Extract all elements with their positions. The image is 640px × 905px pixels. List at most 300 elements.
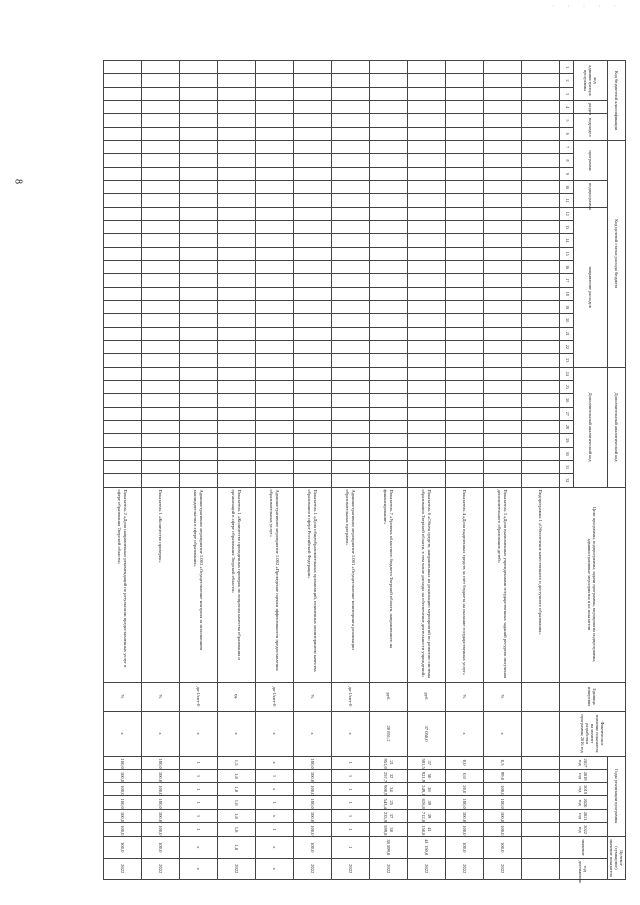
code-digit-cell (217, 327, 255, 340)
code-digit-cell (445, 180, 483, 193)
code-digit-cell (483, 220, 521, 233)
code-digit-cell (331, 407, 369, 420)
column-number: 20 (559, 314, 573, 327)
column-number: 4 (559, 100, 573, 113)
code-digit-cell (141, 340, 179, 353)
row-year-value: 1,5 (217, 756, 255, 769)
code-digit-cell (483, 114, 521, 127)
row-year-value: 100,0 (103, 823, 141, 837)
code-digit-cell (407, 220, 445, 233)
column-number: 31 (559, 460, 573, 473)
code-digit-cell (331, 74, 369, 87)
row-name: Показатель 7 «Уровень областного бюджета Тверской области, направленного на финансирование» (369, 487, 407, 682)
row-target-year: 2022 (103, 858, 141, 880)
row-year-value: 99,0 (483, 769, 521, 782)
row-year-value: 21 951,0 (369, 756, 407, 769)
code-digit-cell (369, 207, 407, 220)
code-digit-cell (141, 127, 179, 140)
column-number: 3 (559, 87, 573, 100)
code-digit-cell (179, 420, 217, 433)
code-digit-cell (331, 287, 369, 300)
code-digit-cell (293, 447, 331, 460)
code-digit-cell (407, 380, 445, 393)
row-year-value: 100,0 (483, 796, 521, 809)
row-year-value: 0,0 (445, 756, 483, 769)
code-digit-cell (331, 274, 369, 287)
row-target-year: 2022 (483, 858, 521, 880)
code-digit-cell (483, 447, 521, 460)
row-target-value: 41 150,8 (407, 837, 445, 859)
header-extra-group: Дополнительный аналитический код (607, 367, 625, 487)
code-digit-cell (141, 314, 179, 327)
row-target-year: 2022 (141, 858, 179, 880)
row-target-value: 100,0 (445, 837, 483, 859)
code-digit-cell (521, 380, 559, 393)
code-digit-cell (255, 447, 293, 460)
code-digit-cell (331, 247, 369, 260)
header-admin: код администратора программы (573, 61, 607, 101)
code-digit-cell (369, 420, 407, 433)
table-row (483, 61, 521, 880)
code-digit-cell (255, 260, 293, 273)
code-digit-cell (445, 367, 483, 380)
code-digit-cell (445, 207, 483, 220)
code-digit-cell (369, 474, 407, 487)
row-target-year: х (179, 858, 217, 880)
code-digit-cell (521, 327, 559, 340)
code-digit-cell (141, 247, 179, 260)
code-digit-cell (179, 300, 217, 313)
code-digit-cell (445, 114, 483, 127)
row-year-value: 1 (179, 769, 217, 782)
code-digit-cell (179, 340, 217, 353)
code-digit-cell (331, 420, 369, 433)
column-number: 26 (559, 394, 573, 407)
row-year-value: 100,0 (141, 769, 179, 782)
code-digit-cell (445, 87, 483, 100)
table-row (103, 61, 141, 880)
row-name: Административное мероприятие 1.002 «Проведение оценки эффективности предоставления образовательных услуг» (255, 487, 293, 682)
code-digit-cell (141, 380, 179, 393)
code-digit-cell (293, 367, 331, 380)
row-name: Показатель 4 «Доля выделенных средств за счёт бюджета на оказание государственных услуг» (445, 487, 483, 682)
table-body (103, 61, 559, 880)
code-digit-cell (445, 220, 483, 233)
code-digit-cell (217, 154, 255, 167)
row-year-value: 100,0 (445, 823, 483, 837)
code-digit-cell (521, 287, 559, 300)
code-digit-cell (217, 420, 255, 433)
code-digit-cell (141, 420, 179, 433)
header-year-2017: 2017 год (559, 756, 607, 769)
code-digit-cell (407, 314, 445, 327)
code-digit-cell (103, 354, 141, 367)
table-row (331, 61, 369, 880)
table-row (293, 61, 331, 880)
code-digit-cell (369, 327, 407, 340)
code-digit-cell (103, 180, 141, 193)
header-name: Цели программы, подпрограммы, задачи программы, мероприятия подпрограммы, административные мероприятия и их показатели (559, 487, 625, 682)
row-year-value: 1 (331, 769, 369, 782)
row-year-value: 37 235,9 (369, 809, 407, 822)
row-year-value: 1 (331, 756, 369, 769)
code-digit-cell (445, 474, 483, 487)
code-digit-cell (103, 367, 141, 380)
code-digit-cell (103, 394, 141, 407)
code-digit-cell (179, 460, 217, 473)
code-digit-cell (103, 87, 141, 100)
code-digit-cell (293, 420, 331, 433)
code-digit-cell (407, 114, 445, 127)
column-number: 14 (559, 234, 573, 247)
document-sheet (16, 60, 626, 883)
code-digit-cell (255, 180, 293, 193)
code-digit-cell (369, 407, 407, 420)
code-digit-cell (141, 207, 179, 220)
code-digit-cell (369, 194, 407, 207)
header-target-value: значение (559, 837, 607, 859)
row-fact: 20 851,2 (369, 711, 407, 756)
row-year-value: 100,0 (293, 823, 331, 837)
code-digit-cell (179, 207, 217, 220)
code-digit-cell (521, 87, 559, 100)
code-digit-cell (483, 140, 521, 153)
code-digit-cell (369, 61, 407, 74)
row-year-value: 100,0 (293, 769, 331, 782)
row-name: Показатель 1 «Доля общеобразовательных организаций, охваченных мониторингом качества образования в сфере Российской Федерации» (293, 487, 331, 682)
code-digit-cell (217, 194, 255, 207)
code-digit-cell (445, 247, 483, 260)
code-digit-cell (331, 354, 369, 367)
row-year-value: 100,0 (141, 823, 179, 837)
code-digit-cell (255, 127, 293, 140)
row-fact: х (445, 711, 483, 756)
row-unit: % (445, 682, 483, 711)
code-digit-cell (217, 300, 255, 313)
row-year-value: 1 (179, 796, 217, 809)
code-digit-cell (217, 87, 255, 100)
code-digit-cell (141, 300, 179, 313)
code-digit-cell (369, 220, 407, 233)
code-digit-cell (483, 340, 521, 353)
code-digit-cell (407, 407, 445, 420)
code-digit-cell (369, 154, 407, 167)
row-name: Показатель 1 «Количество проверок» (141, 487, 179, 682)
row-fact: х (141, 711, 179, 756)
code-digit-cell (407, 194, 445, 207)
code-digit-cell (521, 74, 559, 87)
code-digit-cell (521, 207, 559, 220)
code-digit-cell (179, 394, 217, 407)
code-digit-cell (483, 300, 521, 313)
code-digit-cell (179, 167, 217, 180)
row-fact: х (103, 711, 141, 756)
code-digit-cell (255, 140, 293, 153)
code-digit-cell (521, 100, 559, 113)
code-digit-cell (369, 74, 407, 87)
header-year-2022: 2022 год (559, 823, 607, 837)
row-year-value: 1,8 (217, 809, 255, 822)
column-number: 29 (559, 434, 573, 447)
code-digit-cell (103, 460, 141, 473)
row-year-value: 100,0 (293, 783, 331, 796)
code-digit-cell (521, 460, 559, 473)
code-digit-cell (407, 420, 445, 433)
code-digit-cell (369, 87, 407, 100)
code-digit-cell (217, 247, 255, 260)
code-digit-cell (521, 420, 559, 433)
code-digit-cell (331, 447, 369, 460)
row-year-value: 100,0 (103, 796, 141, 809)
code-digit-cell (369, 247, 407, 260)
row-year-value: 100,0 (483, 783, 521, 796)
table-row (255, 61, 293, 880)
row-target-year: 2022 (407, 858, 445, 880)
code-digit-cell (141, 234, 179, 247)
code-digit-cell (407, 61, 445, 74)
code-digit-cell (369, 447, 407, 460)
code-digit-cell (179, 87, 217, 100)
code-digit-cell (407, 127, 445, 140)
header-years: Годы реализации программы (607, 756, 625, 837)
code-digit-cell (141, 327, 179, 340)
code-digit-cell (103, 247, 141, 260)
table-row (369, 61, 407, 880)
code-digit-cell (331, 260, 369, 273)
code-digit-cell (255, 154, 293, 167)
code-digit-cell (521, 354, 559, 367)
column-number: 13 (559, 220, 573, 233)
code-digit-cell (331, 61, 369, 74)
code-digit-cell (331, 327, 369, 340)
code-digit-cell (255, 100, 293, 113)
code-digit-cell (445, 380, 483, 393)
header-fact: Фактическое значение показателя на момент разработки программы 2016 год (559, 711, 625, 756)
code-digit-cell (293, 327, 331, 340)
code-digit-cell (217, 287, 255, 300)
code-digit-cell (445, 460, 483, 473)
code-digit-cell (103, 340, 141, 353)
row-unit: да-1/нет-0 (255, 682, 293, 711)
code-digit-cell (293, 100, 331, 113)
code-digit-cell (369, 234, 407, 247)
code-digit-cell (255, 394, 293, 407)
column-number: 6 (559, 127, 573, 140)
row-year-value (521, 756, 559, 769)
code-digit-cell (445, 61, 483, 74)
code-digit-cell (179, 114, 217, 127)
row-year-value: 1,8 (217, 823, 255, 837)
code-digit-cell (407, 234, 445, 247)
code-digit-cell (521, 260, 559, 273)
code-digit-cell (369, 274, 407, 287)
code-digit-cell (483, 407, 521, 420)
code-digit-cell (521, 114, 559, 127)
code-digit-cell (521, 394, 559, 407)
row-target-value: х (255, 837, 293, 859)
code-digit-cell (293, 87, 331, 100)
code-digit-cell (369, 340, 407, 353)
row-year-value: 39 826,8 (407, 796, 445, 809)
code-digit-cell (103, 234, 141, 247)
code-digit-cell (217, 167, 255, 180)
code-digit-cell (331, 100, 369, 113)
row-name: Подпрограмма 1 «Обеспечение качественного и доступного образования» (521, 487, 559, 682)
code-digit-cell (103, 287, 141, 300)
code-digit-cell (217, 74, 255, 87)
code-digit-cell (483, 234, 521, 247)
code-digit-cell (521, 247, 559, 260)
code-digit-cell (369, 460, 407, 473)
header-year-2021: 2021 год (559, 809, 607, 822)
code-digit-cell (407, 207, 445, 220)
code-digit-cell (179, 380, 217, 393)
row-year-value: 1,8 (217, 796, 255, 809)
row-year-value: 100,0 (445, 796, 483, 809)
code-digit-cell (141, 180, 179, 193)
code-digit-cell (407, 354, 445, 367)
row-year-value (521, 769, 559, 782)
row-year-value: 100,0 (103, 783, 141, 796)
column-number: 16 (559, 260, 573, 273)
code-digit-cell (483, 367, 521, 380)
code-digit-cell (217, 140, 255, 153)
code-digit-cell (103, 447, 141, 460)
code-digit-cell (483, 260, 521, 273)
code-digit-cell (483, 327, 521, 340)
code-digit-cell (407, 327, 445, 340)
program-indicators-table (103, 60, 626, 883)
column-number: 2 (559, 74, 573, 87)
code-digit-cell (445, 234, 483, 247)
code-digit-cell (445, 447, 483, 460)
row-unit: ед. (217, 682, 255, 711)
code-digit-cell (331, 87, 369, 100)
code-digit-cell (141, 407, 179, 420)
code-digit-cell (255, 300, 293, 313)
code-digit-cell (483, 434, 521, 447)
code-digit-cell (483, 167, 521, 180)
row-fact: х (331, 711, 369, 756)
row-year-value: 100,0 (293, 756, 331, 769)
code-digit-cell (445, 74, 483, 87)
code-digit-cell (445, 420, 483, 433)
code-digit-cell (217, 180, 255, 193)
code-digit-cell (217, 407, 255, 420)
code-digit-cell (217, 61, 255, 74)
header-section: раздел (573, 100, 607, 113)
code-digit-cell (483, 154, 521, 167)
code-digit-cell (141, 194, 179, 207)
code-digit-cell (483, 354, 521, 367)
code-digit-cell (445, 327, 483, 340)
code-digit-cell (103, 434, 141, 447)
code-digit-cell (369, 314, 407, 327)
code-digit-cell (521, 407, 559, 420)
row-name: Показатель 2 «Доля направленных рекомендаций по результатам предоставленных услуг в сфере образования Тверской области» (103, 487, 141, 682)
code-digit-cell (407, 367, 445, 380)
row-year-value: х (255, 783, 293, 796)
code-digit-cell (217, 354, 255, 367)
code-digit-cell (141, 140, 179, 153)
code-digit-cell (483, 380, 521, 393)
row-name: Показатель 3 «Доля выполненных учреждениями государственных заданий ресурсов получения дополнительного образования детей» (483, 487, 521, 682)
code-digit-cell (407, 287, 445, 300)
row-year-value: 39 712,8 (407, 809, 445, 822)
code-digit-cell (217, 274, 255, 287)
code-digit-cell (141, 354, 179, 367)
row-year-value: 1 (331, 796, 369, 809)
row-name: Административное мероприятие 1.003 «Осуществление контроля за исполнением законодательства в сфере образования» (179, 487, 217, 682)
table-row (141, 61, 179, 880)
code-digit-cell (103, 167, 141, 180)
row-target-year: х (255, 858, 293, 880)
code-digit-cell (483, 314, 521, 327)
code-digit-cell (217, 127, 255, 140)
code-digit-cell (179, 154, 217, 167)
code-digit-cell (255, 207, 293, 220)
code-digit-cell (483, 460, 521, 473)
row-year-value: 41 150,8 (407, 823, 445, 837)
code-digit-cell (331, 194, 369, 207)
code-digit-cell (293, 314, 331, 327)
code-digit-cell (521, 447, 559, 460)
code-digit-cell (445, 314, 483, 327)
header-extra: Дополнительный аналитический код (573, 367, 607, 487)
code-digit-cell (293, 61, 331, 74)
column-number: 25 (559, 380, 573, 393)
row-year-value (521, 796, 559, 809)
row-year-value: 50 921,9 (407, 769, 445, 782)
code-digit-cell (103, 260, 141, 273)
code-digit-cell (331, 207, 369, 220)
code-digit-cell (521, 194, 559, 207)
code-digit-cell (293, 287, 331, 300)
row-year-value: 1 (255, 769, 293, 782)
code-digit-cell (179, 367, 217, 380)
column-number: 12 (559, 207, 573, 220)
row-year-value: 100,0 (293, 809, 331, 822)
row-unit: % (483, 682, 521, 711)
column-number: 15 (559, 247, 573, 260)
code-digit-cell (255, 460, 293, 473)
row-year-value: 34 900,9 (369, 783, 407, 796)
code-digit-cell (141, 74, 179, 87)
column-number: 24 (559, 367, 573, 380)
code-digit-cell (521, 154, 559, 167)
code-digit-cell (331, 234, 369, 247)
code-digit-cell (217, 114, 255, 127)
code-digit-cell (483, 194, 521, 207)
code-digit-cell (293, 207, 331, 220)
code-digit-cell (141, 61, 179, 74)
row-year-value: 100,0 (293, 796, 331, 809)
code-digit-cell (369, 367, 407, 380)
code-digit-cell (103, 314, 141, 327)
header-target: Целевое (суммарное) значение показателя (607, 837, 625, 880)
code-digit-cell (369, 100, 407, 113)
code-digit-cell (255, 340, 293, 353)
code-digit-cell (369, 394, 407, 407)
row-year-value: х (255, 756, 293, 769)
code-digit-cell (293, 180, 331, 193)
row-year-value: 100,0 (141, 756, 179, 769)
row-target-value: 100,0 (483, 837, 521, 859)
row-fact: х (179, 711, 217, 756)
code-digit-cell (179, 287, 217, 300)
code-digit-cell (217, 447, 255, 460)
code-digit-cell (103, 474, 141, 487)
